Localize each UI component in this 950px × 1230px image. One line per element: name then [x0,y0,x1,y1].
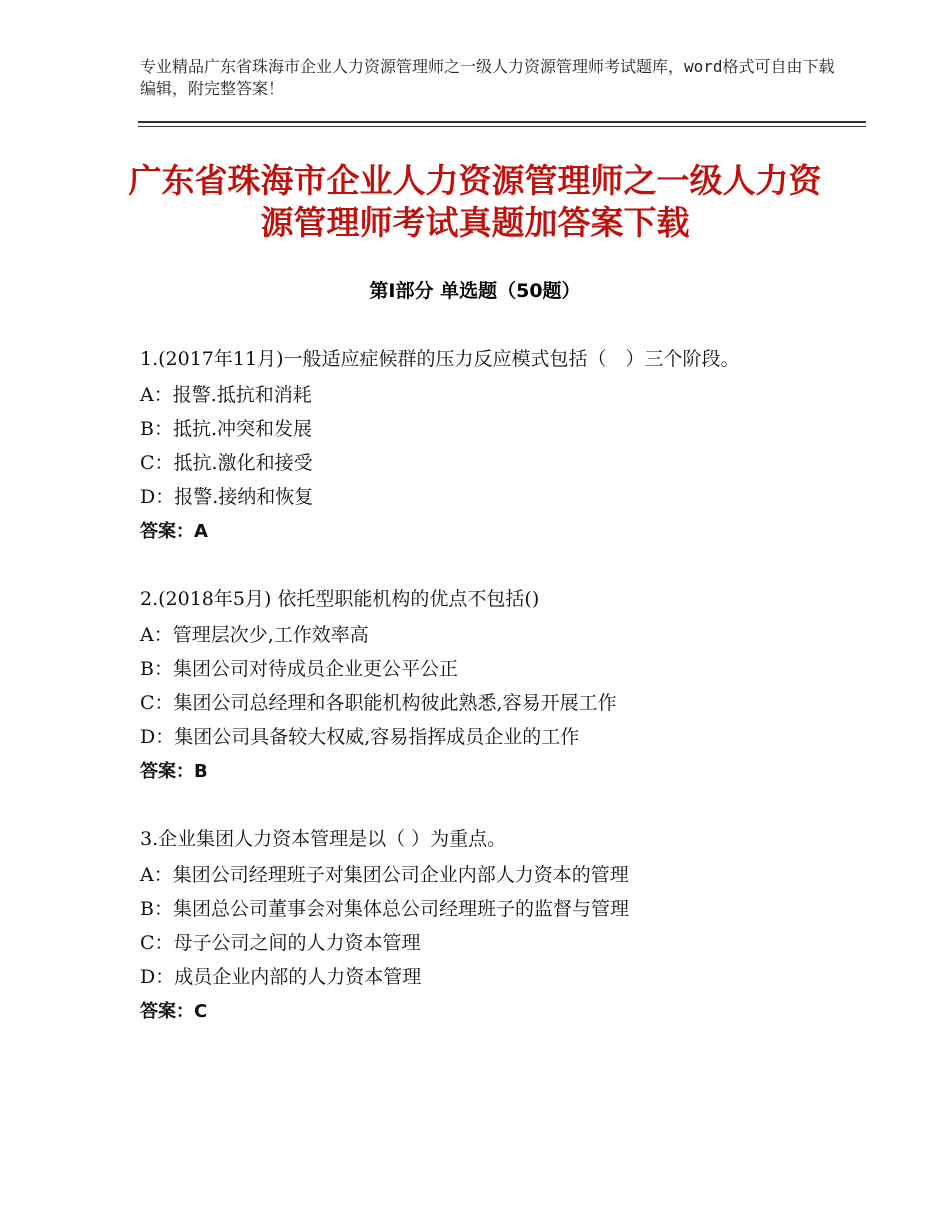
option-b: B：抵抗.冲突和发展 [140,418,313,440]
question-2 [140,584,800,790]
answer: 答案：A [140,521,208,542]
answer: 答案：B [140,761,208,782]
option-c: C：集团公司总经理和各职能机构彼此熟悉,容易开展工作 [140,692,617,714]
question-stem: 3.企业集团人力资本管理是以（ ）为重点。 [140,828,507,850]
document-title: 广东省珠海市企业人力资源管理师之一级人力资源管理师考试真题加答案下载 [128,161,822,242]
option-c: C：母子公司之间的人力资本管理 [140,932,421,954]
option-a: A：报警.抵抗和消耗 [140,384,312,406]
option-d: D：成员企业内部的人力资本管理 [140,966,422,988]
option-d: D：报警.接纳和恢复 [140,486,314,508]
header-note: 专业精品广东省珠海市企业人力资源管理师之一级人力资源管理师考试题库，word格式可自由下载编辑，附完整答案！ [140,57,835,98]
option-a: A：集团公司经理班子对集团公司企业内部人力资本的管理 [140,864,629,886]
header-divider-thin [138,126,866,127]
question-stem: 1.(2017年11月)一般适应症候群的压力反应模式包括（ ）三个阶段。 [140,348,740,370]
question-1 [140,344,800,550]
option-d: D：集团公司具备较大权威,容易指挥成员企业的工作 [140,726,580,748]
option-c: C：抵抗.激化和接受 [140,452,313,474]
header-divider [138,121,866,123]
question-stem: 2.(2018年5月) 依托型职能机构的优点不包括() [140,588,540,610]
answer: 答案：C [140,1001,208,1022]
option-b: B：集团公司对待成员企业更公平公正 [140,658,458,680]
question-3 [140,824,800,1030]
option-a: A：管理层次少,工作效率高 [140,624,369,646]
option-b: B：集团总公司董事会对集体总公司经理班子的监督与管理 [140,898,629,920]
section-title: 第Ⅰ部分 单选题（50题） [369,280,581,302]
question-list [140,344,800,1064]
